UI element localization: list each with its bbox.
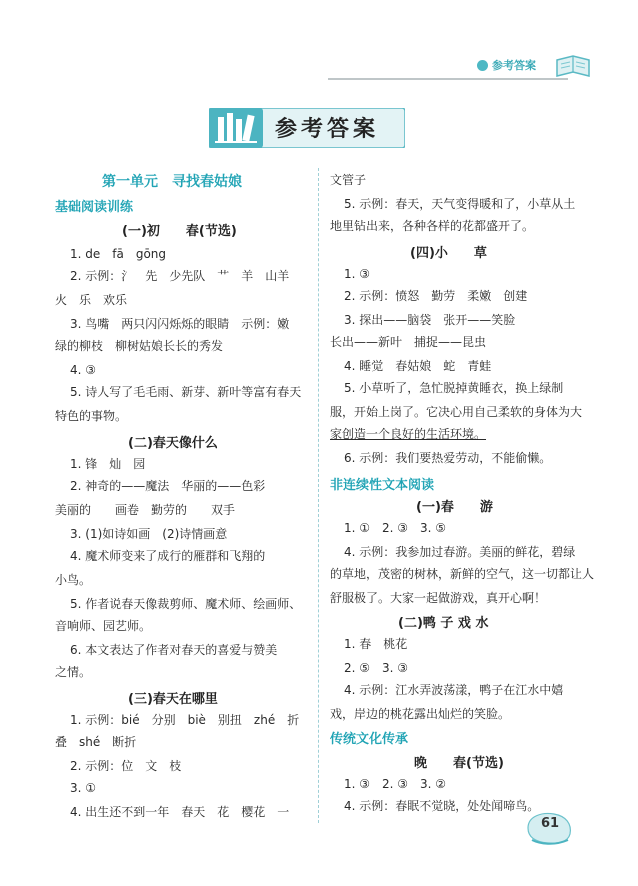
answer-line: 3. (1)如诗如画 (2)诗情画意 [70, 527, 228, 541]
answer-line: 6. 示例：我们要热爱劳动，不能偷懒。 [344, 451, 552, 465]
answer-line: 1. ③ [344, 267, 371, 281]
passage-title-2: (二)春天像什么 [128, 436, 218, 451]
answer-line: 戏，岸边的桃花露出灿烂的笑脸。 [330, 707, 511, 721]
answer-line: 1. 锋 灿 园 [70, 457, 146, 471]
answer-line: 绿的柳枝 柳树姑娘长长的秀发 [55, 339, 224, 353]
unit-title: 第一单元 寻找春姑娘 [102, 174, 242, 190]
answer-line: 2. 神奇的——魔法 华丽的——色彩 [70, 479, 266, 493]
answer-line: 4. 出生还不到一年 春天 花 樱花 一 [70, 805, 290, 819]
answer-line: 4. 示例：春眠不觉晓，处处闻啼鸟。 [344, 799, 540, 813]
book-icon [555, 52, 591, 80]
answer-line: 小鸟。 [55, 573, 92, 587]
answer-line: 5. 示例：春天，天气变得暖和了，小草从土 [344, 197, 576, 211]
section-non-continuous: 非连续性文本阅读 [330, 478, 435, 493]
answer-line: 3. 探出——脑袋 张开——笑脸 [344, 313, 516, 327]
answer-line: 4. 魔术师变来了成行的雁群和飞翔的 [70, 549, 266, 563]
answer-line: 1. 春 桃花 [344, 637, 408, 651]
answer-line: 2. ⑤ 3. ③ [344, 661, 409, 675]
answer-line: 1. ① 2. ③ 3. ⑤ [344, 521, 447, 535]
answer-line: 5. 作者说春天像裁剪师、魔术师、绘画师、 [70, 597, 302, 611]
answer-line: 2. 示例：位 文 枝 [70, 759, 182, 773]
column-divider [318, 168, 319, 823]
answer-line: 特色的事物。 [55, 409, 128, 423]
answer-line: 1. de fā gōng [70, 247, 167, 261]
passage-title-1: (一)初 春(节选) [122, 224, 237, 239]
answer-line: 4. ③ [70, 363, 97, 377]
answer-line: 3. 鸟嘴 两只闪闪烁烁的眼睛 示例：嫩 [70, 317, 290, 331]
header-rule [328, 78, 568, 80]
passage-title-6: (二)鸭 子 戏 水 [398, 616, 489, 631]
answer-line: 1. 示例：bié 分别 biè 别扭 zhé 折 [70, 713, 300, 727]
answer-line: 火 乐 欢乐 [55, 293, 128, 307]
section-basic-reading: 基础阅读训练 [55, 200, 134, 215]
answer-line: 4. 示例：江水弄波荡漾，鸭子在江水中嬉 [344, 683, 564, 697]
banner-title: 参考答案 [275, 117, 380, 142]
answer-line: 舒服极了。大家一起做游戏，真开心啊！ [330, 591, 547, 605]
answer-line: 2. 示例：氵 先 少先队 艹 羊 山羊 [70, 269, 290, 283]
answer-line: 3. ① [70, 781, 97, 795]
answer-line: 5. 诗人写了毛毛雨、新芽、新叶等富有春天 [70, 385, 302, 399]
passage-title-4: (四)小 草 [410, 246, 487, 261]
answer-line: 文管子 [330, 173, 367, 187]
answer-line: 叠 shé 断折 [55, 735, 137, 749]
page-number: 61 [541, 816, 560, 831]
answer-line: 4. 示例：我参加过春游。美丽的鲜花，碧绿 [344, 545, 576, 559]
answer-line: 的草地，茂密的树林，新鲜的空气，这一切都让人 [330, 567, 595, 581]
answer-line: 5. 小草听了，急忙脱掉黄睡衣，换上绿制 [344, 381, 564, 395]
answer-line: 长出——新叶 捕捉——昆虫 [330, 335, 487, 349]
answer-line: 美丽的 画卷 勤劳的 双手 [55, 503, 236, 517]
passage-title-3: (三)春天在哪里 [128, 692, 218, 707]
answer-line: 6. 本文表达了作者对春天的喜爱与赞美 [70, 643, 278, 657]
answer-line: 家创造一个良好的生活环境。 [330, 427, 487, 441]
header-label: 参考答案 [492, 59, 536, 72]
header-dot-icon [477, 60, 488, 71]
answer-line: 2. 示例：愤怒 勤劳 柔嫩 创建 [344, 289, 528, 303]
answer-line: 音响师、园艺师。 [55, 619, 152, 633]
answer-line: 4. 睡觉 春姑娘 蛇 青蛙 [344, 359, 492, 373]
passage-title-5: (一)春 游 [416, 500, 493, 515]
answer-line: 1. ③ 2. ③ 3. ② [344, 777, 447, 791]
answer-line: 之情。 [55, 665, 92, 679]
section-traditional-culture: 传统文化传承 [330, 732, 409, 747]
passage-title-7: 晚 春(节选) [414, 756, 504, 771]
answer-line: 服，开始上岗了。它决心用自己柔软的身体为大 [330, 405, 583, 419]
answer-line: 地里钻出来，各种各样的花都盛开了。 [330, 219, 535, 233]
